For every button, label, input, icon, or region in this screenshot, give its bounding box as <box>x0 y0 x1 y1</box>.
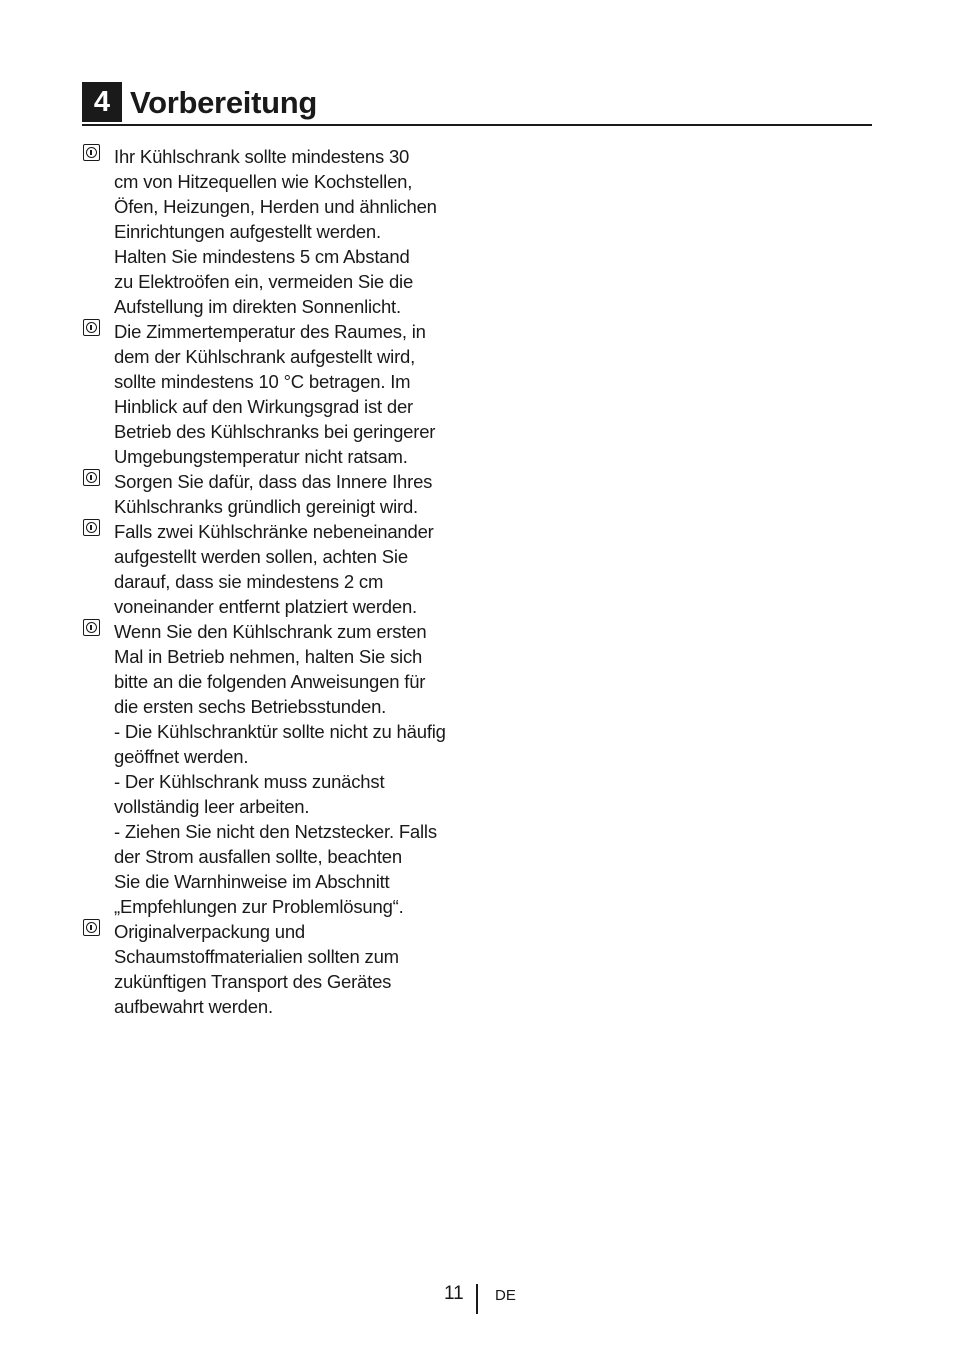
chapter-title: Vorbereitung <box>130 85 318 120</box>
instruction-list-item <box>114 769 502 819</box>
instruction-list-item <box>114 819 502 919</box>
note-text-line: aufgestellt werden sollen, achten Sie <box>114 546 408 567</box>
note-text-line: zu Elektroöfen ein, vermeiden Sie die <box>114 271 414 292</box>
note-text-line: Betrieb des Kühlschranks bei geringerer <box>114 421 436 442</box>
note-text-line: Schaumstoffmaterialien sollten zum <box>114 946 399 967</box>
language-code: DE <box>495 1287 516 1304</box>
note-text-line: bitte an die folgenden Anweisungen für <box>114 671 426 692</box>
note-text-line: Mal in Betrieb nehmen, halten Sie sich <box>114 646 423 667</box>
note-text-line: zukünftigen Transport des Gerätes <box>114 971 392 992</box>
info-icon <box>83 919 100 936</box>
note-text-line: sollte mindestens 10 °C betragen. Im <box>114 371 411 392</box>
chapter-number: 4 <box>82 82 122 122</box>
instruction-list-item <box>114 719 502 769</box>
page-number: 11 <box>444 1283 464 1304</box>
note-text-line: Umgebungstemperatur nicht ratsam. <box>114 446 408 467</box>
note-text-line: Einrichtungen aufgestellt werden. <box>114 221 381 242</box>
notes-list <box>82 144 502 1019</box>
instruction-text-line: - Der Kühlschrank muss zunächst <box>114 771 385 792</box>
info-icon <box>83 619 100 636</box>
note-text-line: Wenn Sie den Kühlschrank zum ersten <box>114 621 427 642</box>
note-text-line: die ersten sechs Betriebsstunden. <box>114 696 387 717</box>
info-icon <box>83 319 100 336</box>
note-text-line: Hinblick auf den Wirkungsgrad ist der <box>114 396 414 417</box>
info-icon <box>83 469 100 486</box>
note-text-line: aufbewahrt werden. <box>114 996 273 1017</box>
note-text-line: Aufstellung im direkten Sonnenlicht. <box>114 296 401 317</box>
info-note <box>82 469 502 519</box>
note-text-line: Falls zwei Kühlschränke nebeneinander <box>114 521 434 542</box>
info-icon <box>83 519 100 536</box>
note-text-line: Öfen, Heizungen, Herden und ähnlichen <box>114 196 437 217</box>
note-text-line: dem der Kühlschrank aufgestellt wird, <box>114 346 416 367</box>
note-text-line: Originalverpackung und <box>114 921 305 942</box>
info-note <box>82 519 502 619</box>
info-note <box>82 319 502 469</box>
note-text-line: Halten Sie mindestens 5 cm Abstand <box>114 246 410 267</box>
instruction-text-line: der Strom ausfallen sollte, beachten <box>114 846 402 867</box>
note-text-line: cm von Hitzequellen wie Kochstellen, <box>114 171 413 192</box>
note-text-line: darauf, dass sie mindestens 2 cm <box>114 571 384 592</box>
instruction-text-line: geöffnet werden. <box>114 746 249 767</box>
note-text-line: Die Zimmertemperatur des Raumes, in <box>114 321 426 342</box>
note-text-line: Ihr Kühlschrank sollte mindestens 30 <box>114 146 410 167</box>
note-text-line: voneinander entfernt platziert werden. <box>114 596 417 617</box>
info-note <box>82 619 502 919</box>
info-note <box>82 144 502 319</box>
instruction-text-line: Sie die Warnhinweise im Abschnitt <box>114 871 390 892</box>
chapter-header <box>82 82 872 126</box>
instruction-text-line: „Empfehlungen zur Problemlösung“. <box>114 896 404 917</box>
instruction-text-line: - Ziehen Sie nicht den Netzstecker. Falls <box>114 821 437 842</box>
footer-divider <box>476 1284 478 1314</box>
note-text-line: Sorgen Sie dafür, dass das Innere Ihres <box>114 471 433 492</box>
instruction-text-line: vollständig leer arbeiten. <box>114 796 310 817</box>
instruction-text-line: - Die Kühlschranktür sollte nicht zu häufig <box>114 721 446 742</box>
note-text-line: Kühlschranks gründlich gereinigt wird. <box>114 496 418 517</box>
info-icon <box>83 144 100 161</box>
info-note <box>82 919 502 1019</box>
